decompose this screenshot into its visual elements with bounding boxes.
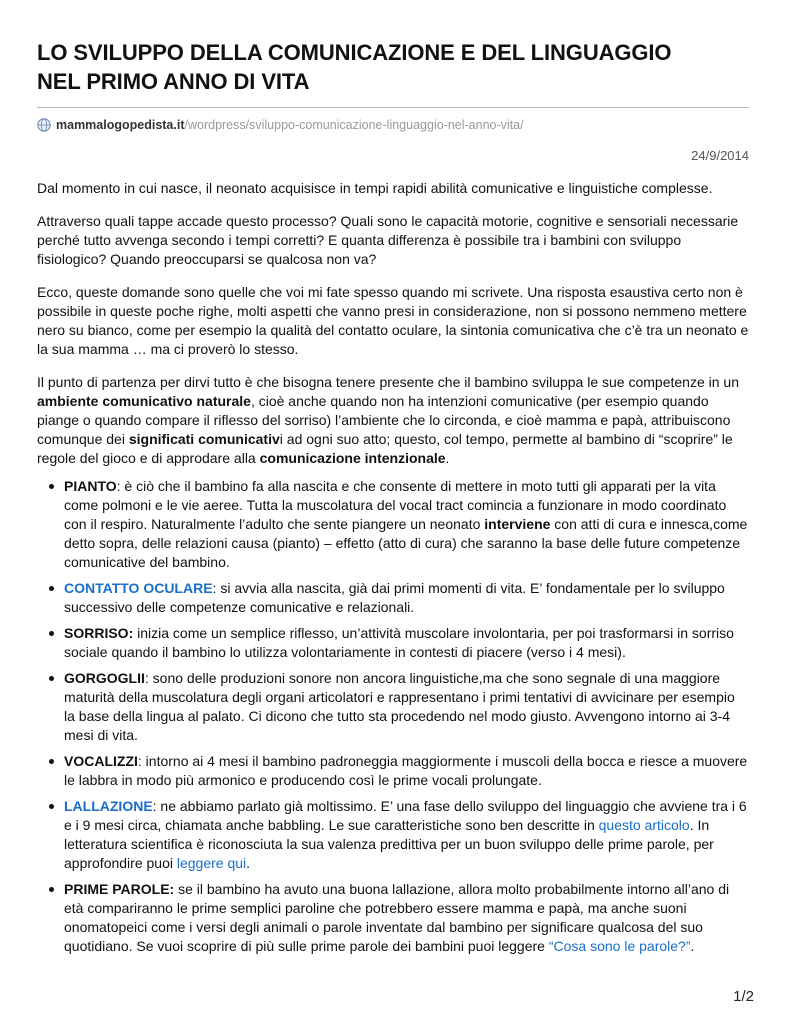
page-number: 1/2 [733, 988, 754, 1005]
list-item-pianto [37, 477, 749, 572]
item-text: con atti di cura e innesca,come detto sopra, delle relazioni causa (pianto) – effetto (atto di cura) che saranno la base delle future competenze comunicative del bambino. [64, 516, 748, 570]
list-item-contatto-oculare [37, 579, 749, 617]
text-span: , cioè anche quando non ha intenzioni comunicative (per esempio quando piange o quando compare il riflesso del sorriso) l’ambiente che lo circonda, e cioè mamma e papà, attribuiscono comunque dei [37, 393, 731, 447]
item-label: PIANTO [64, 478, 117, 494]
contatto-oculare-link[interactable]: CONTATTO OCULARE [64, 580, 213, 596]
item-text: : sono delle produzioni sonore non ancora linguistiche,ma che sono segnale di una maggiore maturità della muscolatura degli organi articolatori e rappresentano i primi tentativi di avvicinare per esempio la base della lingua al palato. Ci dicono che tutto sta procedendo nel modo giusto. Avvengono intorno ai 3-4 mesi di vita. [64, 670, 735, 743]
list-item-prime-parole [37, 880, 749, 956]
lallazione-link[interactable]: LALLAZIONE [64, 798, 153, 814]
item-label: SORRISO: [64, 625, 134, 641]
text-span: Il punto di partenza per dirvi tutto è che bisogna tenere presente che il bambino sviluppa le sue competenze in un [37, 374, 739, 390]
bold-term: significati comunicativ [128, 431, 280, 447]
leggere-qui-link[interactable]: leggere qui [176, 855, 247, 871]
text-span: i ad ogni suo atto; questo, col tempo, permette al bambino di “scoprire” le regole del gioco e di approdare alla [37, 431, 733, 466]
list-item-vocalizzi [37, 752, 749, 790]
document-page [37, 38, 749, 963]
paragraph-questions: Attraverso quali tappe accade questo processo? Quali sono le capacità motorie, cognitive e sensoriali necessarie perché tutto avvenga secondo i tempi corretti? E quanta differenza è possibile tra i bambini con sviluppo fisiologico? Quando preoccuparsi se qualcosa non va? [37, 213, 739, 267]
source-domain[interactable]: mammalogopedista.it [56, 118, 185, 132]
item-label: PRIME PAROLE: [64, 881, 175, 897]
list-item-gorgoglii [37, 669, 749, 745]
item-label: GORGOGLII [64, 670, 145, 686]
cosa-sono-le-parole-link[interactable]: “Cosa sono le parole?” [548, 938, 691, 954]
title-line-1: LO SVILUPPO DELLA COMUNICAZIONE E DEL LINGUAGGIO [37, 40, 672, 65]
item-text: . [690, 938, 695, 954]
milestones-list [37, 477, 749, 956]
publish-date: 24/9/2014 [691, 148, 749, 163]
item-text: . In letteratura scientifica è riconosciuta la sua valenza predittiva per un buon sviluppo delle prime parole, per approfondire puoi [64, 817, 714, 871]
globe-icon [37, 118, 51, 132]
bold-term: comunicazione intenzionale [259, 450, 446, 466]
item-text: se il bambino ha avuto una buona lallazione, allora molto probabilmente intorno all’ano di età compariranno le prime semplici paroline che potrebbero essere mamma e papà, ma anche suoni onomatopeici come i versi degli animali o parole inventate dal bambino per significare qualcosa del suo quotidiano. Se vuoi scoprire di più sulle prime parole dei bambini puoi leggere [64, 881, 730, 954]
item-text: : è ciò che il bambino fa alla nascita e che consente di mettere in moto tutti gli apparati per la vita come polmoni e le vie aeree. Tutta la muscolatura del vocal tract comincia a funzionare in modo coordinato con il respiro. Naturalmente l’adulto che sente piangere un neonato [64, 478, 727, 532]
item-text: . [246, 855, 251, 871]
bold-term: ambiente comunicativo naturale [37, 393, 251, 409]
source-path[interactable]: /wordpress/sviluppo-comunicazione-linguaggio-nel-anno-vita/ [184, 118, 524, 132]
list-item-lallazione [37, 797, 749, 873]
item-text: : si avvia alla nascita, già dai primi momenti di vita. E’ fondamentale per lo sviluppo successivo delle competenze comunicative e relazionali. [64, 580, 725, 615]
title-line-2: NEL PRIMO ANNO DI VITA [37, 69, 310, 94]
paragraph-intro: Dal momento in cui nasce, il neonato acquisisce in tempi rapidi abilità comunicative e linguistiche complesse. [37, 180, 713, 196]
text-span: . [445, 450, 450, 466]
item-text: : ne abbiamo parlato già moltissimo. E’ una fase dello sviluppo del linguaggio che avviene tra i 6 e i 9 mesi circa, chiamata anche babbling. Le sue caratteristiche sono ben descritte in [64, 798, 747, 833]
item-label: VOCALIZZI [64, 753, 138, 769]
bold-term: interviene [484, 516, 551, 532]
list-item-sorriso [37, 624, 749, 662]
page-title [37, 38, 749, 96]
item-text: inizia come un semplice riflesso, un’attività muscolare involontaria, per poi trasformarsi in sorriso sociale quando il bambino lo utilizza volontariamente in contesti di piacere (verso i 4 mesi). [64, 625, 734, 660]
paragraph-answer: Ecco, queste domande sono quelle che voi mi fate spesso quando mi scrivete. Una risposta esaustiva certo non è possibile in queste poche righe, molti aspetti che vanno presi in considerazione, non si possono nemmeno mettere nero su bianco, come per esempio la qualità del contatto oculare, la sintonia comunicativa che c’è tra un neonato e la sua mamma … ma ci proverò lo stesso. [37, 284, 749, 357]
paragraph-starting-point [37, 373, 749, 468]
title-divider [37, 107, 749, 108]
questo-articolo-link[interactable]: questo articolo [598, 817, 690, 833]
source-url[interactable] [37, 117, 749, 133]
item-text: : intorno ai 4 mesi il bambino padroneggia maggiormente i muscoli della bocca e riesce a muovere le labbra in modo più armonico e producendo così le prime vocali prolungate. [64, 753, 748, 788]
